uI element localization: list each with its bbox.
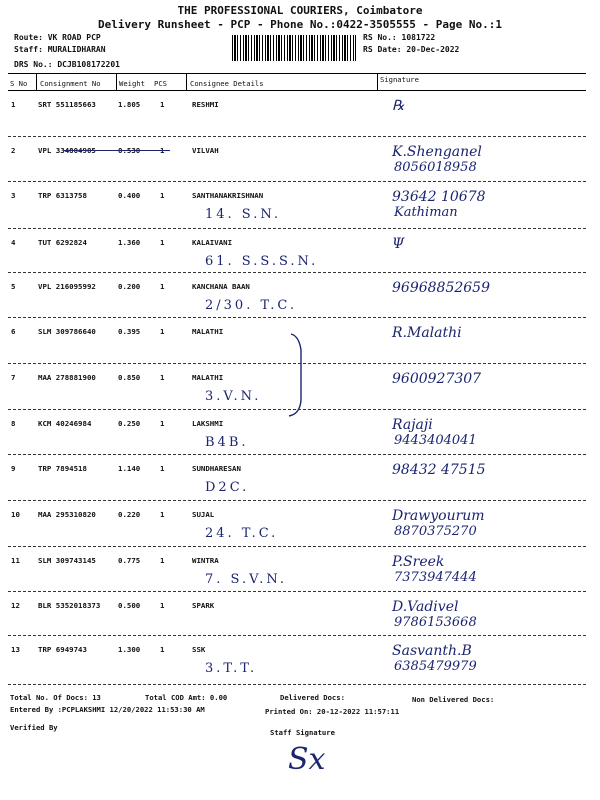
rs-number: RS No.: 1081722 [363, 33, 436, 42]
runsheet-title: THE PROFESSIONAL COURIERS, Coimbatore [177, 4, 423, 17]
row-sno: 11 [11, 556, 20, 565]
col-divider [377, 73, 378, 90]
row-handwritten-address: 7. S.V.N. [205, 572, 288, 587]
staff-signature-label: Staff Signature [270, 728, 335, 737]
row-sno: 4 [11, 238, 16, 247]
row-handwritten-address: D2C. [205, 480, 250, 495]
row-weight: 1.360 [118, 238, 141, 247]
row-pcs: 1 [160, 510, 165, 519]
row-sno: 5 [11, 282, 16, 291]
row-sno: 3 [11, 191, 16, 200]
row-sno: 6 [11, 327, 16, 336]
row-signature-phone: 8056018958 [394, 160, 477, 175]
row-consignment: VPL 216095992 [38, 282, 96, 291]
drs-number: DRS No.: DCJB108172201 [14, 60, 120, 69]
row-weight: 0.530 [118, 146, 141, 155]
row-consignment: MAA 295310820 [38, 510, 96, 519]
row-handwritten-address: 3.V.N. [205, 389, 262, 404]
row-handwritten-address: 3.T.T. [205, 661, 258, 676]
row-separator [8, 635, 586, 636]
row-sno: 13 [11, 645, 20, 654]
row-consignee: MALATHI [192, 373, 224, 382]
row-weight: 0.775 [118, 556, 141, 565]
row-signature: Ψ [392, 236, 405, 252]
row-separator [8, 228, 586, 229]
row-consignment: SLM 309786640 [38, 327, 96, 336]
row-pcs: 1 [160, 556, 165, 565]
row-signature: R.Malathi [392, 325, 462, 341]
col-header-signature: Signature [380, 75, 419, 84]
row-consignment: TRP 6949743 [38, 645, 87, 654]
row-separator [8, 546, 586, 547]
total-cod: Total COD Amt: 0.00 [145, 693, 228, 702]
row-weight: 1.300 [118, 645, 141, 654]
header-bottom-rule [8, 90, 586, 91]
rs-date: RS Date: 20-Dec-2022 [363, 45, 460, 54]
row-signature: ℞ [392, 98, 405, 114]
barcode [232, 35, 356, 61]
row-separator [8, 500, 586, 501]
row-weight: 0.250 [118, 419, 141, 428]
row-sno: 2 [11, 146, 16, 155]
row-handwritten-address: 61. S.S.S.N. [205, 254, 319, 269]
row-separator [8, 181, 586, 182]
row-separator [8, 136, 586, 137]
col-header-consignment: Consignment No [40, 79, 101, 88]
row-signature: Drawyourum [392, 508, 485, 524]
row-weight: 1.140 [118, 464, 141, 473]
row-signature: P.Sreek [392, 554, 445, 570]
non-delivered-docs: Non Delivered Docs: [412, 695, 495, 704]
row-signature: 93642 10678 [392, 189, 486, 205]
row-weight: 0.400 [118, 191, 141, 200]
row-signature: D.Vadivel [392, 599, 459, 615]
row-signature-phone: 8870375270 [394, 524, 477, 539]
row-separator [8, 454, 586, 455]
row-consignee: KALAIVANI [192, 238, 233, 247]
row-consignment: KCM 40246984 [38, 419, 92, 428]
total-docs: Total No. Of Docs: 13 [10, 693, 101, 702]
row-pcs: 1 [160, 146, 165, 155]
row-pcs: 1 [160, 191, 165, 200]
col-header-pcs: PCS [154, 79, 167, 88]
printed-on: Printed On: 20-12-2022 11:57:11 [265, 707, 400, 716]
col-divider [36, 73, 37, 90]
row-signature: 98432 47515 [392, 462, 486, 478]
row-pcs: 1 [160, 282, 165, 291]
header-top-rule [8, 73, 586, 74]
row-weight: 0.395 [118, 327, 141, 336]
row-handwritten-address: 24. T.C. [205, 526, 279, 541]
row-separator [8, 684, 586, 685]
row-weight: 0.200 [118, 282, 141, 291]
row-separator [8, 591, 586, 592]
row-pcs: 1 [160, 601, 165, 610]
col-divider [186, 73, 187, 90]
row-consignment: MAA 278881900 [38, 373, 96, 382]
col-header-weight: Weight [119, 79, 145, 88]
row-signature: 96968852659 [392, 280, 490, 296]
row-sno: 7 [11, 373, 16, 382]
row-consignee: WINTRA [192, 556, 219, 565]
route-label: Route: VK ROAD PCP [14, 33, 101, 42]
row-handwritten-address: B4B. [205, 435, 249, 450]
row-consignee: SPARK [192, 601, 215, 610]
row-signature: K.Shenganel [392, 144, 482, 160]
row-consignment: VPL 334804905 [38, 146, 96, 155]
row-weight: 0.500 [118, 601, 141, 610]
row-consignee: KANCHANA BAAN [192, 282, 250, 291]
row-pcs: 1 [160, 464, 165, 473]
row-pcs: 1 [160, 419, 165, 428]
row-sno: 10 [11, 510, 20, 519]
row-sno: 8 [11, 419, 16, 428]
row-pcs: 1 [160, 238, 165, 247]
row-pcs: 1 [160, 327, 165, 336]
row-weight: 1.805 [118, 100, 141, 109]
bracket-mark [285, 330, 315, 420]
row-sno: 1 [11, 100, 16, 109]
row-consignee: SANTHANAKRISHNAN [192, 191, 264, 200]
row-separator [8, 272, 586, 273]
row-consignment: TRP 7894518 [38, 464, 87, 473]
row-sno: 9 [11, 464, 16, 473]
row-pcs: 1 [160, 645, 165, 654]
row-pcs: 1 [160, 100, 165, 109]
row-signature: Sasvanth.B [392, 643, 472, 659]
row-pcs: 1 [160, 373, 165, 382]
row-signature-phone: 6385479979 [394, 659, 477, 674]
row-consignee: SSK [192, 645, 206, 654]
runsheet-subtitle: Delivery Runsheet - PCP - Phone No.:0422-3505555 - Page No.:1 [98, 18, 502, 31]
row-signature: Rajaji [392, 417, 433, 433]
row-consignee: RESHMI [192, 100, 219, 109]
row-consignment: SLM 309743145 [38, 556, 96, 565]
row-signature: 9600927307 [392, 371, 482, 387]
row-consignee: SUJAL [192, 510, 215, 519]
staff-signature-hand: Sx [288, 742, 326, 777]
col-header-consignee: Consignee Details [190, 79, 264, 88]
row-weight: 0.850 [118, 373, 141, 382]
row-sno: 12 [11, 601, 20, 610]
row-consignee: MALATHI [192, 327, 224, 336]
row-handwritten-address: 14. S.N. [205, 207, 282, 222]
row-consignment: TRP 6313758 [38, 191, 87, 200]
entered-by: Entered By :PCPLAKSHMI 12/20/2022 11:53:30 AM [10, 705, 205, 714]
row-signature-phone: 9786153668 [394, 615, 477, 630]
col-divider [116, 73, 117, 90]
row-signature-phone: Kathiman [394, 205, 458, 220]
row-consignee: LAKSHMI [192, 419, 224, 428]
row-consignee: SUNDHARESAN [192, 464, 241, 473]
row-signature-phone: 9443404041 [394, 433, 477, 448]
staff-label: Staff: MURALIDHARAN [14, 45, 106, 54]
strike-mark [64, 150, 170, 151]
delivered-docs: Delivered Docs: [280, 693, 345, 702]
verified-by: Verified By [10, 723, 58, 732]
row-consignment: BLR 5352018373 [38, 601, 101, 610]
row-weight: 0.220 [118, 510, 141, 519]
row-handwritten-address: 2/30. T.C. [205, 298, 297, 313]
row-signature-phone: 7373947444 [394, 570, 477, 585]
row-consignment: TUT 6292824 [38, 238, 87, 247]
col-header-sno: S No [10, 79, 28, 88]
row-consignee: VILVAH [192, 146, 219, 155]
row-separator [8, 317, 586, 318]
row-consignment: SRT 551185663 [38, 100, 96, 109]
